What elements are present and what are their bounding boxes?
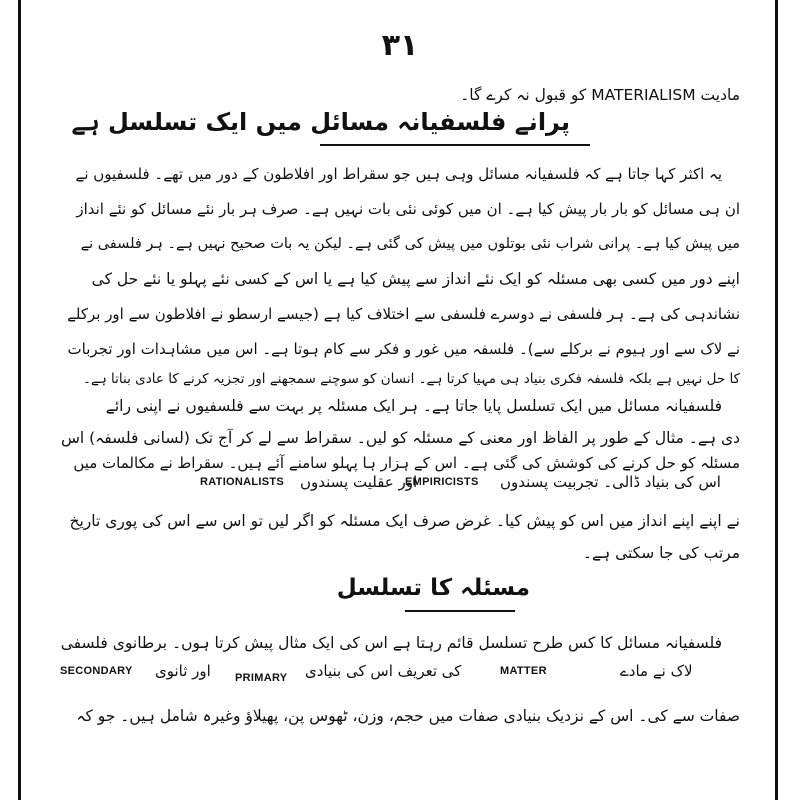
paragraph-line: میں پیش کیا ہے۔ پرانی شراب نئی بوتلوں میں پیش کی گئی ہے۔ لیکن یہ بات صحیح نہیں ہے۔ ہر فلسفی نے (80, 236, 740, 252)
section-heading-problem-continuity: مسئلہ کا تسلسل (336, 575, 530, 601)
continuation-line: مادیت MATERIALISM کو قبول نہ کرے گا۔ (460, 86, 740, 104)
paragraph-line: مرتب کی جا سکتی ہے۔ (582, 544, 740, 562)
empiricists-rationalists-line (200, 473, 721, 495)
page-number: ٣١ (381, 28, 419, 63)
matter-term: MATTER (500, 665, 547, 677)
paragraph-line: صفات سے کی۔ اس کے نزدیک بنیادی صفات میں حجم، وزن، ٹھوس پن، پھیلاؤ وغیرہ شامل ہیں۔ جو کہ (76, 707, 740, 725)
urdu-fragment: اس کی بنیاد ڈالی۔ تجربیت پسندوں (500, 473, 721, 491)
rationalists-term: RATIONALISTS (200, 476, 285, 488)
book-page (60, 20, 740, 780)
paragraph-line: کا حل نہیں ہے بلکہ فلسفہ فکری بنیاد ہی مہیا کرتا ہے۔ انسان کو سوچنے سمجھنے اور تجزیہ کرنے کا عادی بناتا ہے۔ (83, 371, 740, 387)
section-heading-continuity: پرانے فلسفیانہ مسائل میں ایک تسلسل ہے (71, 108, 570, 136)
matter-definition-line (60, 662, 740, 684)
paragraph-line: دی ہے۔ مثال کے طور پر الفاظ اور معنی کے مسئلہ کو لیں۔ سقراط سے لے کر آج تک (لسانی فلسفہ) اس (60, 429, 740, 447)
heading-underline (405, 610, 515, 612)
empiricists-term: EMPIRICISTS (405, 476, 479, 488)
left-page-edge (18, 0, 21, 800)
secondary-term: SECONDARY (60, 665, 133, 677)
paragraph-line: مسئلہ کو حل کرنے کی کوشش کی گئی ہے۔ اس کے ہزار ہا پہلو سامنے آئے ہیں۔ سقراط نے مکالمات میں (73, 454, 740, 472)
paragraph-line: نے اپنے اپنے انداز میں اس کو پیش کیا۔ غرض صرف ایک مسئلہ کو اگر لیں تو اس سے اس کی پوری تاریخ (69, 512, 740, 530)
paragraph-line: اپنے دور میں کسی بھی مسئلہ کو ایک نئے انداز سے پیش کیا ہے یا اس کے کسی نئے پہلو یا نئے حل کی (91, 270, 740, 288)
paragraph-line: نشاندہی کی ہے۔ ہر فلسفی نے دوسرے فلسفی سے اختلاف کیا ہے (جیسے ارسطو نے افلاطون سے اور برکلے (67, 305, 740, 323)
urdu-fragment: اور عقلیت پسندوں (300, 473, 418, 491)
paragraph-line: فلسفیانہ مسائل کا کس طرح تسلسل قائم رہتا ہے اس کی ایک مثال پیش کرتا ہوں۔ برطانوی فلسفی (60, 634, 722, 652)
primary-term: PRIMARY (235, 672, 288, 684)
paragraph-line: فلسفیانہ مسائل میں ایک تسلسل پایا جاتا ہے۔ ہر ایک مسئلہ پر بہت سے فلسفیوں نے اپنی رائے (105, 397, 722, 415)
urdu-fragment: لاک نے مادے (620, 662, 693, 680)
right-page-edge (775, 0, 778, 800)
urdu-fragment: اور ثانوی (155, 662, 211, 680)
urdu-fragment: کی تعریف اس کی بنیادی (305, 662, 462, 680)
heading-underline (320, 144, 590, 146)
paragraph-line: ان ہی مسائل کو بار بار پیش کیا ہے۔ ان میں کوئی نئی بات نہیں ہے۔ صرف ہر بار نئے مسائل کو نئے انداز (76, 200, 740, 218)
paragraph-line: نے لاک سے اور ہیوم نے برکلے سے)۔ فلسفہ میں غور و فکر سے کام ہوتا ہے۔ اس میں مشاہدات اور تجربات (67, 340, 740, 358)
paragraph-line: یہ اکثر کہا جاتا ہے کہ فلسفیانہ مسائل وہی ہیں جو سقراط اور افلاطون کے دور میں تھے۔ فلسفیوں نے (75, 165, 722, 183)
